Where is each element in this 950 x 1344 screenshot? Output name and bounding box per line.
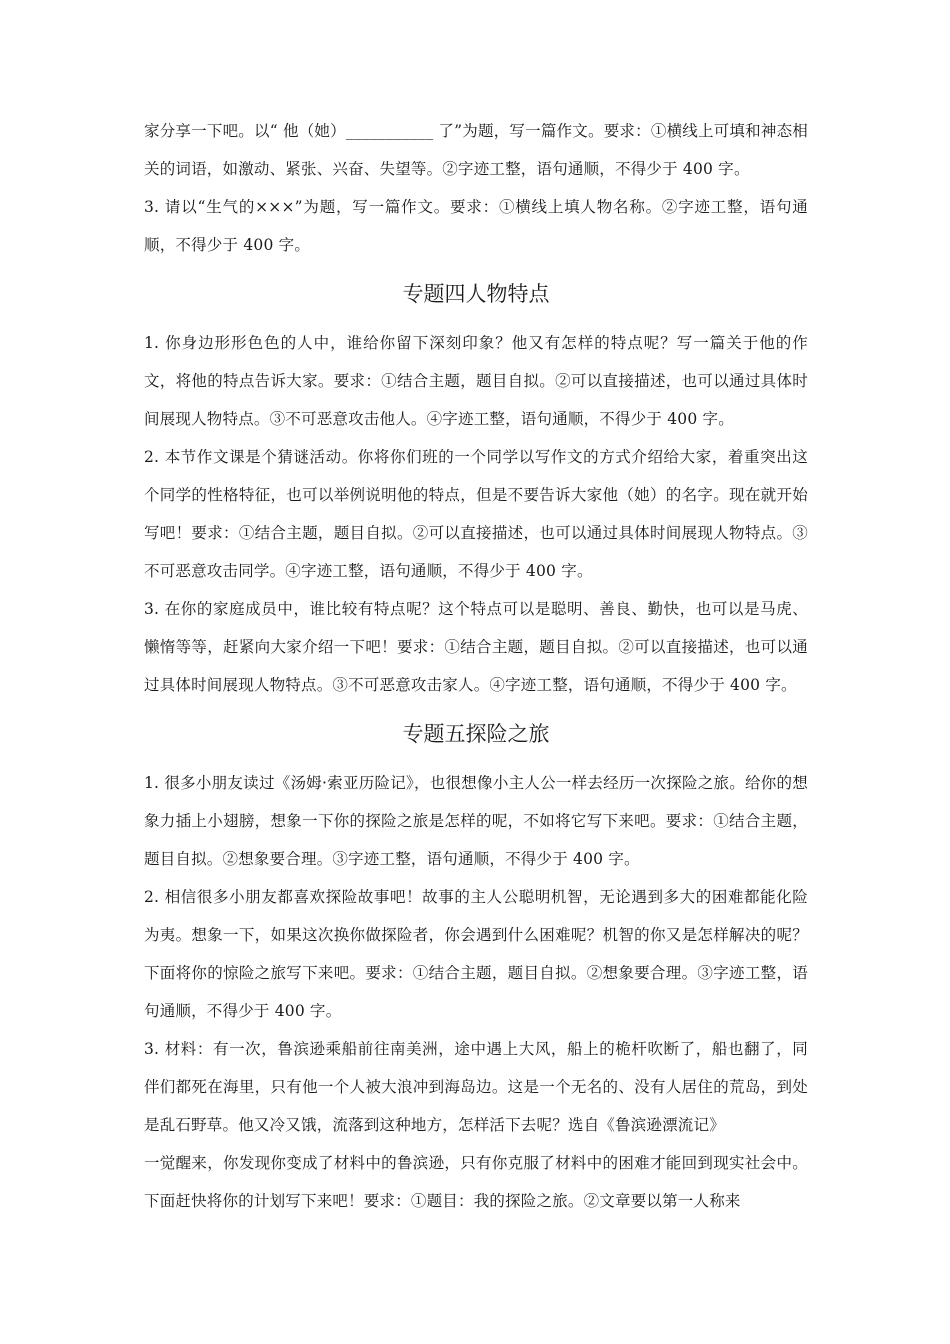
paragraph-topic5-item1: 1. 很多小朋友读过《汤姆·索亚历险记》，也很想像小主人公一样去经历一次探险之旅。给你的想象力插上小翅膀，想象一下你的探险之旅是怎样的呢，不如将它写下来吧。要求：①结合主题，题目自拟。②想象要合理。③字迹工整，语句通顺，不得少于 400 字。 [144,774,808,868]
paragraph-topic5-item3-prompt: 一觉醒来，你发现你变成了材料中的鲁滨逊，只有你克服了材料中的困难才能回到现实社会中。下面赶快将你的计划写下来吧！要求：①题目：我的探险之旅。②文章要以第一人称来 [144,1154,808,1210]
paragraph-topic5-item3-material: 3. 材料：有一次，鲁滨逊乘船前往南美洲，途中遇上大风，船上的桅杆吹断了，船也翻了，同伴们都死在海里，只有他一个人被大浪冲到海岛边。这是一个无名的、没有人居住的荒岛，到处是乱石野草。他又冷又饿，流落到这种地方，怎样活下去呢？选自《鲁滨逊漂流记》 [144,1040,808,1134]
paragraph-topic4-item2: 2. 本节作文课是个猜谜活动。你将你们班的一个同学以写作文的方式介绍给大家，着重突出这个同学的性格特征，也可以举例说明他的特点，但是不要告诉大家他（她）的名字。现在就开始写吧！要求：①结合主题，题目自拟。②可以直接描述，也可以通过具体时间展现人物特点。③不可恶意攻击同学。④字迹工整，语句通顺，不得少于 400 字。 [144,448,808,580]
section-heading-topic5: 专题五探险之旅 [402,722,550,746]
paragraph-topic3-item2-continued: 家分享一下吧。以“ 他（她）___________ 了”为题，写一篇作文。要求：①横线上可填和神态相关的词语，如激动、紧张、兴奋、失望等。②字迹工整，语句通顺，不得少于 400 字。 [144,122,808,178]
section-heading-topic4: 专题四人物特点 [402,282,550,306]
paragraph-topic3-item3: 3. 请以“生气的×××”为题，写一篇作文。要求：①横线上填人物名称。②字迹工整，语句通顺，不得少于 400 字。 [144,198,808,254]
paragraph-topic5-item2: 2. 相信很多小朋友都喜欢探险故事吧！故事的主人公聪明机智，无论遇到多大的困难都能化险为夷。想象一下，如果这次换你做探险者，你会遇到什么困难呢？机智的你又是怎样解决的呢？下面将你的惊险之旅写下来吧。要求：①结合主题，题目自拟。②想象要合理。③字迹工整，语句通顺，不得少于 400 字。 [144,888,808,1020]
document-page [144,112,808,1220]
paragraph-topic4-item3: 3. 在你的家庭成员中，谁比较有特点呢？这个特点可以是聪明、善良、勤快，也可以是马虎、懒惰等等，赶紧向大家介绍一下吧！要求：①结合主题，题目自拟。②可以直接描述，也可以通过具体时间展现人物特点。③不可恶意攻击家人。④字迹工整，语句通顺，不得少于 400 字。 [144,600,808,694]
paragraph-topic4-item1: 1. 你身边形形色色的人中，谁给你留下深刻印象？他又有怎样的特点呢？写一篇关于他的作文，将他的特点告诉大家。要求：①结合主题，题目自拟。②可以直接描述，也可以通过具体时间展现人物特点。③不可恶意攻击他人。④字迹工整，语句通顺，不得少于 400 字。 [144,334,808,428]
